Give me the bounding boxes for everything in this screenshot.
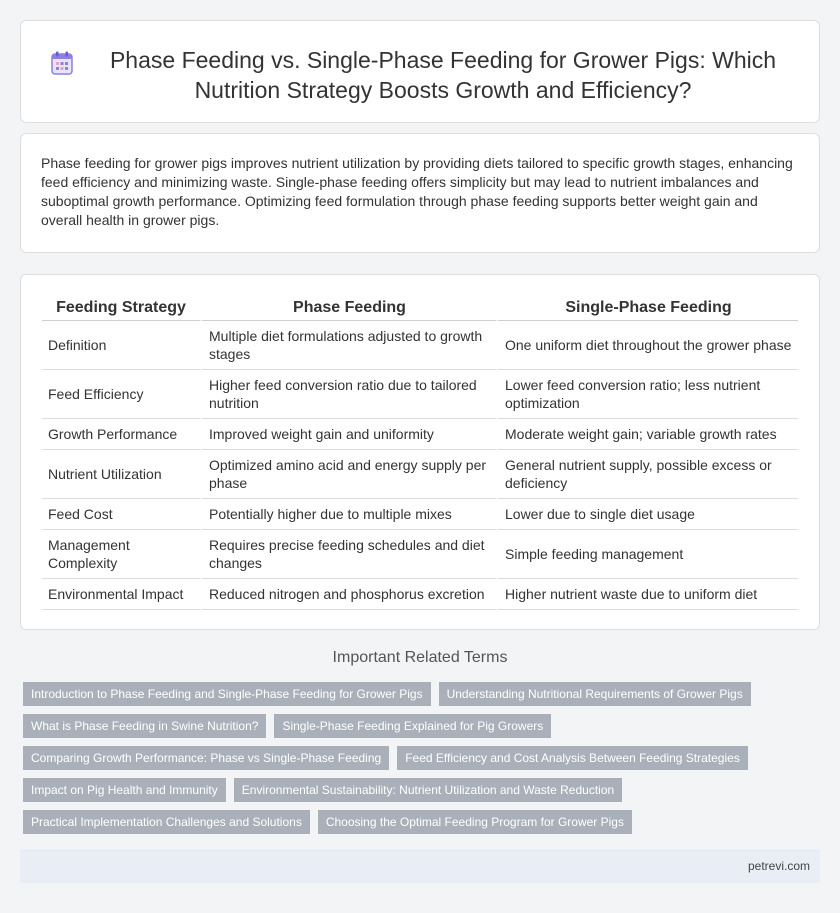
related-terms-title: Important Related Terms [332,649,508,666]
row-label: Feed Cost [42,499,200,530]
table-row [42,450,798,499]
page-title: Phase Feeding vs. Single-Phase Feeding for Grower Pigs: Which Nutrition Strategy Boosts Growth and Efficiency? [109,47,777,103]
phase-cell: Higher feed conversion ratio due to tailored nutrition [200,370,496,419]
header-phase-feeding: Phase Feeding [200,295,496,321]
tag-row [23,746,823,770]
phase-cell: Multiple diet formulations adjusted to growth stages [200,321,496,370]
header-single-phase-feeding: Single-Phase Feeding [496,295,798,321]
intro-paragraph: Phase feeding for grower pigs improves nutrient utilization by providing diets tailored to specific growth stages, enhancing feed efficiency and minimizing waste. Single-phase feeding offers simplicity but may lead to nutrient imbalances and suboptimal growth performance. Optimizing feed formulation through phase feeding supports better weight gain and overall health in grower pigs. [41,155,793,228]
phase-cell: Potentially higher due to multiple mixes [200,499,496,530]
related-tag[interactable]: Environmental Sustainability: Nutrient Utilization and Waste Reduction [234,778,622,802]
single-phase-cell: One uniform diet throughout the grower phase [496,321,798,370]
tag-row [23,778,823,802]
row-label: Growth Performance [42,419,200,450]
title-row [21,21,819,105]
intro-card [20,133,820,253]
related-tag[interactable]: Feed Efficiency and Cost Analysis Between Feeding Strategies [397,746,748,770]
footer [20,849,820,883]
footer-site-link[interactable]: petrevi.com [747,859,810,873]
phase-cell: Reduced nitrogen and phosphorus excretion [200,579,496,610]
related-tag[interactable]: Single-Phase Feeding Explained for Pig Growers [274,714,551,738]
table-row [42,579,798,610]
calendar-icon [51,51,73,75]
phase-cell: Requires precise feeding schedules and diet changes [200,530,496,579]
header-card [20,20,820,123]
row-label: Feed Efficiency [42,370,200,419]
table-row [42,370,798,419]
table-row [42,499,798,530]
related-terms-tags [23,682,823,842]
related-tag[interactable]: Introduction to Phase Feeding and Single-Phase Feeding for Grower Pigs [23,682,431,706]
row-label: Definition [42,321,200,370]
related-tag[interactable]: What is Phase Feeding in Swine Nutrition? [23,714,266,738]
related-tag[interactable]: Practical Implementation Challenges and Solutions [23,810,310,834]
tag-row [23,682,823,706]
related-tag[interactable]: Impact on Pig Health and Immunity [23,778,226,802]
tag-row [23,810,823,834]
header-feeding-strategy: Feeding Strategy [42,295,200,321]
tag-row [23,714,823,738]
row-label: Management Complexity [42,530,200,579]
related-tag[interactable]: Comparing Growth Performance: Phase vs Single-Phase Feeding [23,746,389,770]
related-tag[interactable]: Understanding Nutritional Requirements of Grower Pigs [439,682,751,706]
table-row [42,419,798,450]
single-phase-cell: Simple feeding management [496,530,798,579]
phase-cell: Improved weight gain and uniformity [200,419,496,450]
single-phase-cell: Higher nutrient waste due to uniform diet [496,579,798,610]
row-label: Nutrient Utilization [42,450,200,499]
row-label: Environmental Impact [42,579,200,610]
related-tag[interactable]: Choosing the Optimal Feeding Program for Grower Pigs [318,810,632,834]
table-header-row [42,295,798,321]
comparison-table [42,295,798,610]
table-row [42,321,798,370]
phase-cell: Optimized amino acid and energy supply per phase [200,450,496,499]
single-phase-cell: General nutrient supply, possible excess or deficiency [496,450,798,499]
single-phase-cell: Lower feed conversion ratio; less nutrient optimization [496,370,798,419]
table-row [42,530,798,579]
single-phase-cell: Moderate weight gain; variable growth rates [496,419,798,450]
comparison-card [20,274,820,630]
single-phase-cell: Lower due to single diet usage [496,499,798,530]
